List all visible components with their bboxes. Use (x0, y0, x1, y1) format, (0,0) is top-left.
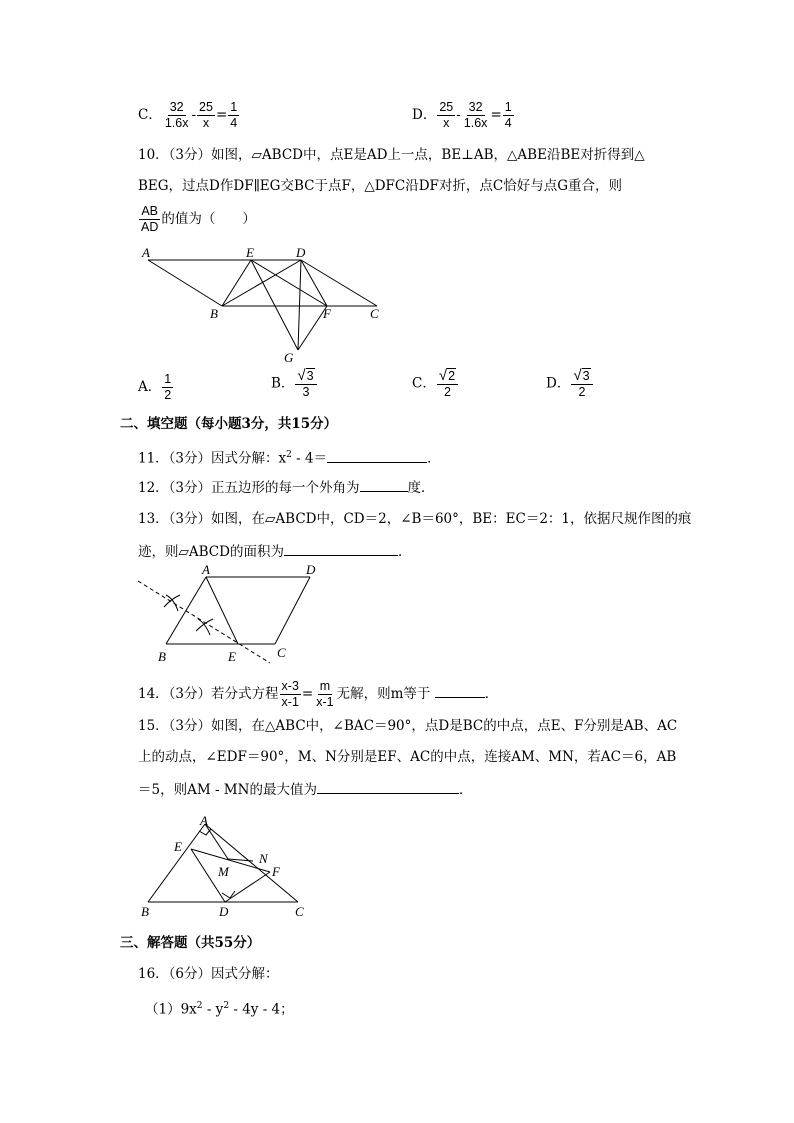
fraction: $\frac{1}{4}$ (504, 100, 512, 130)
point-c-label: C (370, 306, 379, 321)
answer-blank[interactable] (435, 683, 485, 698)
point-a-label: A (202, 563, 210, 577)
q15-line2: 上的动点，∠EDF＝90°，M、N分别是EF、AC的中点，连接AM、MN，若AC＝6，AB (138, 749, 677, 765)
q16-title: 16．（6分）因式分解： (138, 966, 279, 982)
q14: 14．（3分）若分式方程 $\frac{x-3}{x-1}$ = $\frac{m}{x-1}$ 无解，则m等于 ． (138, 679, 499, 709)
answer-blank[interactable] (360, 477, 408, 492)
q13-line2: 迹，则▱ABCD的面积为 ． (138, 541, 411, 562)
point-d-label: D (219, 904, 229, 919)
point-g-label: G (284, 350, 294, 365)
q10-option-b[interactable]: B． √ 3 3 (271, 368, 318, 400)
answer-blank[interactable] (284, 541, 398, 556)
fraction: $\frac{25}{x}$ (439, 100, 454, 130)
q10-option-d[interactable]: D． √ 3 2 (546, 368, 594, 400)
point-e-label: E (246, 245, 254, 260)
point-d-label: D (296, 245, 306, 260)
answer-blank[interactable] (327, 448, 427, 463)
q13-figure (138, 563, 323, 668)
section-3-title: 三、解答题（共55分） (120, 935, 261, 951)
point-m-label: M (218, 864, 229, 879)
q10-option-c[interactable]: C． √ 2 2 (412, 368, 459, 400)
q10-figure (130, 240, 400, 368)
q10-line3: $\frac{AB}{AD}$ 的值为（ ） (141, 204, 256, 234)
point-n-label: N (259, 851, 268, 866)
q9-option-d[interactable]: D． $\frac{25}{x}$ - $\frac{32}{1.6x}$ = $\frac{1}{4}$ (412, 100, 512, 130)
q9-option-c[interactable]: C． $\frac{32}{1.6x}$ - $\frac{25}{x}$ = $\frac{1}{4}$ (138, 100, 238, 130)
q10-option-a[interactable]: A． $\frac{1}{2}$ (138, 372, 172, 402)
point-c-label: C (295, 904, 304, 919)
q11: 11．（3分）因式分解：$x^2 - 4=$ ． (138, 445, 441, 469)
point-a-label: A (142, 245, 150, 260)
fraction: $\frac{25}{x}$ (199, 100, 213, 130)
fraction: $\frac{32}{1.6x}$ (463, 100, 488, 130)
sqrt-symbol: √ 2 (438, 367, 456, 384)
q10-line2: BEG，过点D作DF∥EG交BC于点F，△DFC沿DF对折，点C恰好与点G重合，则 (138, 178, 623, 194)
ab-over-ad-fraction: $\frac{AB}{AD}$ (141, 204, 159, 234)
point-a-label: A (200, 813, 208, 828)
answer-blank[interactable] (317, 779, 459, 794)
fraction: $\frac{1}{4}$ (230, 100, 238, 130)
q13-line1: 13．（3分）如图，在▱ABCD中，CD＝2，∠B＝60°，BE：EC＝2：1，依据尺规作图的痕 (138, 511, 692, 527)
fraction: $\frac{32}{1.6x}$ (164, 100, 189, 130)
point-d-label: D (306, 563, 316, 577)
q16-part1: $(1)9x^2 - y^2 - 4y - 4$； (145, 1001, 294, 1018)
q15-line3: ＝5，则AM - MN的最大值为 ． (138, 779, 472, 800)
point-e-label: E (228, 649, 236, 664)
point-b-label: B (210, 306, 218, 321)
q10-line1: 10．（3分）如图，▱ABCD中，点E是AD上一点，BE⊥AB，△ABE沿BE对折得到△ (138, 147, 645, 163)
q12: 12．（3分）正五边形的每一个外角为 度． (138, 477, 435, 498)
q15-line1: 15．（3分）如图，在△ABC中，∠BAC＝90°，点D是BC的中点，点E、F分别是AB、AC (138, 718, 678, 734)
point-c-label: C (277, 645, 286, 660)
q15-figure (138, 812, 313, 922)
point-b-label: B (158, 649, 166, 664)
section-2-title: 二、填空题（每小题3分，共15分） (120, 416, 338, 432)
point-f-label: F (323, 306, 331, 321)
sqrt-symbol: √ 3 (297, 367, 314, 384)
point-b-label: B (141, 904, 149, 919)
sqrt-symbol: √ 3 (573, 367, 590, 384)
point-f-label: F (272, 864, 280, 879)
point-e-label: E (174, 839, 182, 854)
